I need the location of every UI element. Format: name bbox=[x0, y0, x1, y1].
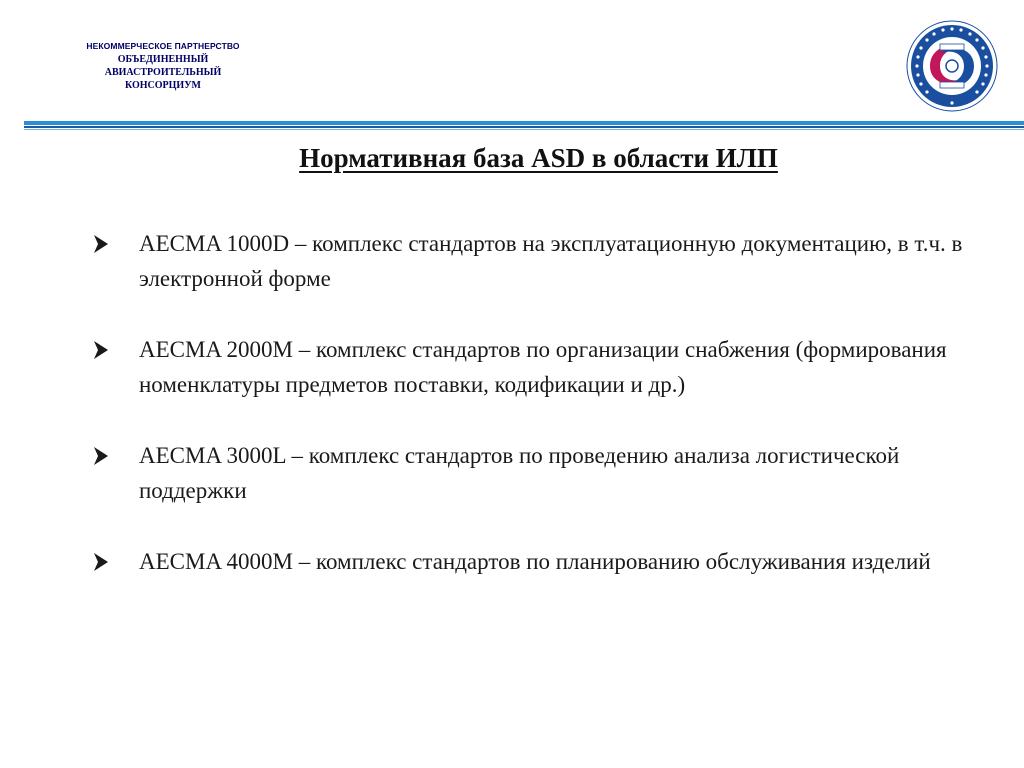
arrow-bullet-icon bbox=[90, 332, 112, 367]
bullet-item bbox=[90, 332, 970, 402]
isa-emblem-icon bbox=[906, 20, 998, 112]
org-name-line-4: КОНСОРЦИУМ bbox=[124, 80, 201, 91]
arrow-bullet-icon bbox=[90, 226, 112, 261]
arrow-bullet-icon bbox=[90, 438, 112, 473]
org-header bbox=[60, 40, 266, 92]
header-divider-thin bbox=[24, 129, 1024, 130]
org-name-line-2: ОБЪЕДИНЕННЫЙ bbox=[117, 54, 209, 65]
bullet-item bbox=[90, 226, 970, 296]
bullet-list bbox=[90, 226, 970, 615]
header-divider-thick bbox=[24, 121, 1024, 125]
bullet-text: AECMA 4000M – комплекс стандартов по планированию обслуживания изделий bbox=[139, 549, 931, 574]
bullet-item bbox=[90, 544, 970, 579]
org-name-line-3: АВИАСТРОИТЕЛЬНЫЙ bbox=[104, 67, 222, 78]
header-divider-mid bbox=[24, 126, 1024, 128]
bullet-text: AECMA 1000D – комплекс стандартов на эксплуатационную документацию, в т.ч. в электронной форме bbox=[139, 231, 963, 291]
org-name-line-1: НЕКОММЕРЧЕСКОЕ ПАРТНЕРСТВО bbox=[86, 41, 240, 51]
slide-title: Нормативная база ASD в области ИЛП bbox=[299, 143, 778, 173]
bullet-item bbox=[90, 438, 970, 508]
bullet-text: AECMA 2000M – комплекс стандартов по организации снабжения (формирования номенклатуры предметов поставки, кодификации и др.) bbox=[139, 337, 947, 397]
arrow-bullet-icon bbox=[90, 544, 112, 579]
bullet-text: AECMA 3000L – комплекс стандартов по проведению анализа логистической поддержки bbox=[139, 443, 900, 503]
